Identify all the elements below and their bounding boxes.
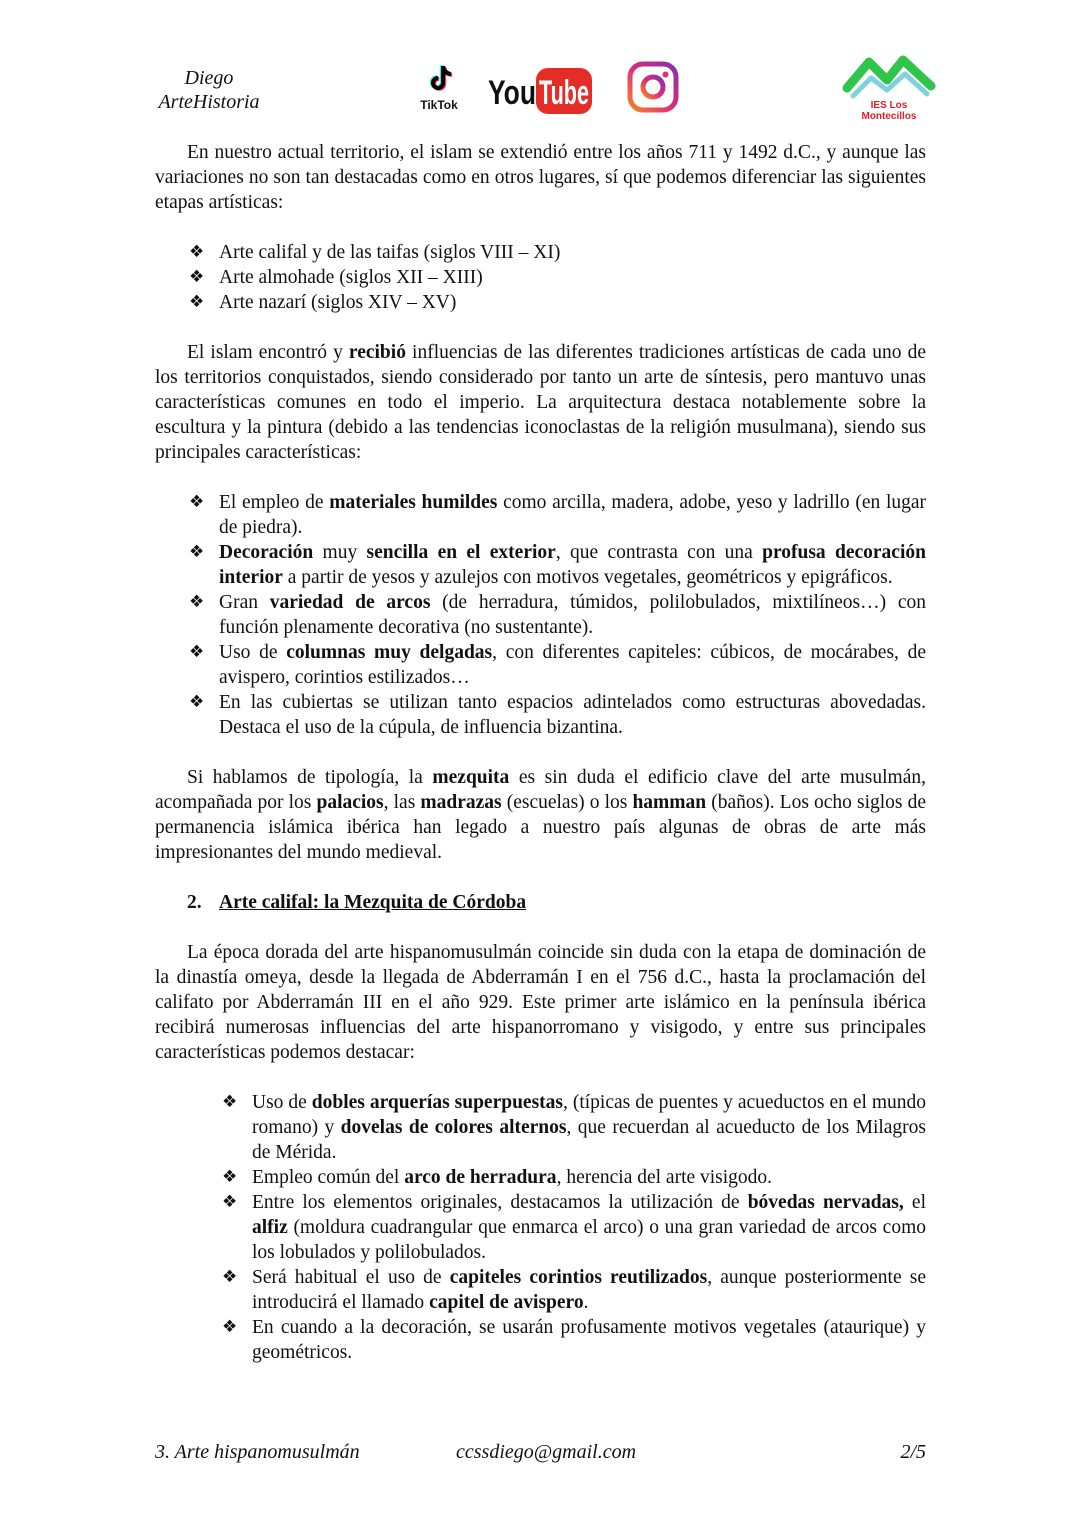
- author-line-2: ArteHistoria: [158, 91, 260, 113]
- section-title: Arte califal: la Mezquita de Córdoba: [219, 892, 527, 913]
- list-item: ❖ El empleo de materiales humildes como arcilla, madera, adobe, yeso y ladrillo (en lugar de piedra).: [189, 492, 927, 538]
- diamond-bullet-icon: ❖: [222, 1092, 238, 1112]
- author-line-1: Diego: [184, 67, 234, 89]
- school-logo: [843, 54, 935, 122]
- tiktok-label: TikTok: [420, 98, 458, 112]
- section-heading: [155, 890, 926, 915]
- stages-list: [155, 240, 926, 315]
- school-label: IES Los Montecillos: [861, 100, 917, 122]
- diamond-bullet-icon: ❖: [189, 642, 205, 662]
- diamond-bullet-icon: ❖: [222, 1267, 238, 1287]
- list-item: ❖ Entre los elementos originales, destacamos la utilización de bóvedas nervadas, el alfiz (moldura cuadrangular que enmarca el arco) o una gran variedad de arcos como los lobulados y polilobulados.: [222, 1192, 926, 1263]
- list-item: ❖ Será habitual el uso de capiteles corintios reutilizados, aunque posteriormente se introducirá el llamado capitel de avispero.: [222, 1267, 926, 1313]
- diamond-bullet-icon: ❖: [189, 692, 205, 712]
- list-item: ❖ Decoración muy sencilla en el exterior, que contrasta con una profusa decoración interior a partir de yesos y azulejos con motivos vegetales, geométricos y epigráficos.: [189, 542, 926, 588]
- diamond-bullet-icon: ❖: [189, 267, 205, 287]
- list-item: ❖ Uso de dobles arquerías superpuestas, (típicas de puentes y acueductos en el mundo romano) y dovelas de colores alternos, que recuerdan al acueducto de los Milagros de Mérida.: [222, 1092, 927, 1163]
- califal-features-list: [155, 1090, 926, 1365]
- instagram-icon: [627, 61, 679, 113]
- list-item: ❖ Empleo común del arco de herradura, herencia del arte visigodo.: [222, 1167, 773, 1188]
- intro-paragraph: En nuestro actual territorio, el islam se extendió entre los años 711 y 1492 d.C., y aunque las variaciones no son tan destacadas como en otros lugares, sí que podemos diferenciar las siguientes etapas artísticas:: [155, 142, 926, 213]
- diamond-bullet-icon: ❖: [222, 1317, 238, 1337]
- typology-paragraph: Si hablamos de tipología, la mezquita es sin duda el edificio clave del arte musulmán, acompañada por los palacios, las madrazas (escuelas) o los hamman (baños). Los ocho siglos de permanencia islámica ibérica han legado a nuestro país algunas de obras de arte más impresionantes del mundo medieval.: [155, 767, 926, 863]
- footer-page-number: 2/5: [900, 1441, 926, 1463]
- instagram-logo[interactable]: [627, 61, 679, 118]
- diamond-bullet-icon: ❖: [222, 1167, 238, 1187]
- diamond-bullet-icon: ❖: [189, 542, 205, 562]
- svg-text:Tube: Tube: [539, 74, 589, 112]
- list-item: ❖ Arte almohade (siglos XII – XIII): [189, 267, 483, 288]
- list-item: ❖ Gran variedad de arcos (de herradura, túmidos, polilobulados, mixtilíneos…) con función plenamente decorativa (no sustentante).: [189, 592, 927, 638]
- footer-email[interactable]: ccssdiego@gmail.com: [456, 1441, 637, 1463]
- page-body: [155, 140, 926, 1365]
- diamond-bullet-icon: ❖: [189, 242, 205, 262]
- youtube-icon: [486, 66, 594, 116]
- mountains-icon: [843, 54, 935, 100]
- diamond-bullet-icon: ❖: [189, 592, 205, 612]
- tiktok-logo[interactable]: [413, 64, 465, 114]
- list-item: ❖ Uso de columnas muy delgadas, con diferentes capiteles: cúbicos, de mocárabes, de avispero, corintios estilizados…: [189, 642, 926, 688]
- diamond-bullet-icon: ❖: [189, 492, 205, 512]
- youtube-logo[interactable]: [486, 66, 594, 121]
- page-header: [0, 0, 1080, 130]
- footer-chapter: 3. Arte hispanomusulmán: [155, 1441, 360, 1463]
- section-paragraph: La época dorada del arte hispanomusulmán coincide sin duda con la etapa de dominación de la dinastía omeya, desde la llegada de Abderramán I en el 756 d.C., hasta la proclamación del califato por Abderramán III en el año 929. Este primer arte islámico en la península ibérica recibirá numerosas influencias del arte hispanorromano y visigodo, y entre sus principales características podemos destacar:: [155, 942, 926, 1063]
- list-item: ❖ En las cubiertas se utilizan tanto espacios adintelados como estructuras abovedadas. Destaca el uso de la cúpula, de influencia bizantina.: [189, 692, 926, 738]
- influences-paragraph: El islam encontró y recibió influencias de las diferentes tradiciones artísticas de cada uno de los territorios conquistados, siendo considerado por tanto un arte de síntesis, pero mantuvo unas características comunes en todo el imperio. La arquitectura destaca notablemente sobre la escultura y la pintura (debido a las tendencias iconoclastas de la religión musulmana), siendo sus principales características:: [155, 342, 926, 463]
- features-list: [155, 490, 926, 740]
- diamond-bullet-icon: ❖: [222, 1192, 238, 1212]
- list-item: ❖ Arte nazarí (siglos XIV – XV): [189, 292, 457, 313]
- list-item: ❖ Arte califal y de las taifas (siglos VIII – XI): [189, 242, 561, 263]
- tiktok-icon: [425, 64, 453, 92]
- page-footer: [155, 1439, 926, 1465]
- diamond-bullet-icon: ❖: [189, 292, 205, 312]
- list-item: ❖ En cuando a la decoración, se usarán profusamente motivos vegetales (ataurique) y geométricos.: [222, 1317, 926, 1363]
- svg-text:You: You: [488, 74, 536, 112]
- author-name: [153, 66, 265, 114]
- section-number: 2.: [187, 892, 202, 913]
